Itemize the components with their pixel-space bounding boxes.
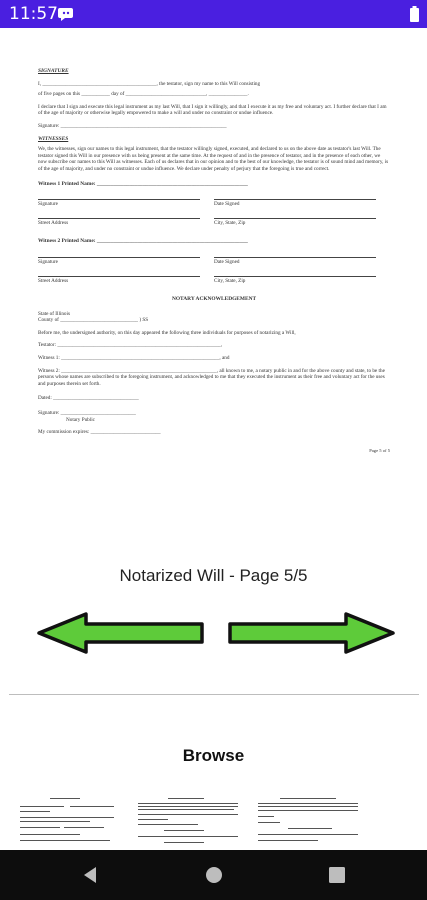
dated-line: Dated: _________________________________ xyxy=(38,395,139,402)
notary-heading: NOTARY ACKNOWLEDGEMENT xyxy=(171,296,257,303)
witness2-city-label: City, State, Zip xyxy=(214,277,246,284)
witness1-date-label: Date Signed xyxy=(214,201,240,208)
before-me-text: Before me, the undersigned authority, on this day appeared the following three individuals for purposes of notarizing a Will, xyxy=(38,329,296,336)
notification-icon xyxy=(58,7,74,21)
witness1-city-label: City, State, Zip xyxy=(214,219,246,226)
witness1-street-label: Street Address xyxy=(38,219,69,226)
witness2-street-label: Street Address xyxy=(38,277,69,284)
county-line: County of ______________________________ xyxy=(38,317,139,324)
status-bar xyxy=(0,0,427,28)
browse-thumbnails xyxy=(0,794,427,850)
thumbnail-page[interactable] xyxy=(14,794,122,850)
nav-recents-icon[interactable] xyxy=(326,864,348,886)
witness2-date-label: Date Signed xyxy=(214,258,240,265)
thumbnail-page[interactable] xyxy=(254,794,362,850)
commission-line: My commission expires: ___________________________ xyxy=(38,429,161,436)
ss-mark: ) SS xyxy=(139,317,149,324)
page-caption: Notarized Will - Page 5/5 xyxy=(119,566,308,585)
witness1-signature-row xyxy=(38,199,390,208)
signature-line-1: I, ____________________________________________, the testator, sign my name to this Will consisting xyxy=(38,80,261,87)
declaration-text: I declare that I sign and execute this legal instrument as my last Will, that I sign it willingly, and that I execute it as my free and voluntary act. I further declare that I am of the age of majority or otherwise legally empowered to make a will and under no constraint or undue influence. xyxy=(38,103,387,117)
battery-icon xyxy=(410,6,419,22)
state-line: State of Illinois xyxy=(38,310,70,317)
witnesses-text: We, the witnesses, sign our names to this legal instrument, that the testator willingly signed, executed, and declared to us on the above date as testator's last Will. The testator signed this Will in our presence with us being present at the same time. At the request of and in the presence of testator, and in the presence of each other, we now subscribe our names to this Will as witnesses. Each of us declares that in our opinion and to the best of our knowledge, the testator is of sound mind and memory, is of the age of majority, and under no constraint or undue influence. We declare under penalty of perjury that the foregoing is true and correct. xyxy=(38,146,389,172)
witness1-signature-label: Signature xyxy=(38,201,58,208)
status-time: 11:57 xyxy=(9,4,58,24)
witness2-printed-name: Witness 2 Printed Name: ________________________________________________________ xyxy=(38,238,248,245)
witnesses-heading: WITNESSES xyxy=(38,135,69,142)
witness2-signature-label: Signature xyxy=(38,258,58,265)
witness2-signature-row xyxy=(38,257,390,266)
nav-back-icon[interactable] xyxy=(80,864,102,886)
notary-public-label: Notary Public xyxy=(66,416,95,423)
divider xyxy=(9,694,419,695)
nav-home-icon[interactable] xyxy=(203,864,225,886)
witness1-address-row xyxy=(38,218,390,227)
document-page xyxy=(0,28,427,548)
notary-signature-line: Signature: _____________________________ xyxy=(38,410,136,417)
signature-label: Signature: ________________________________________________________________ xyxy=(38,122,227,129)
page-number: Page 5 of 5 xyxy=(369,447,390,453)
will-document xyxy=(38,68,390,454)
testator-line: Testator: _______________________________________________________________, xyxy=(38,342,223,349)
witness1-line: Witness 1: _____________________________________________________________, and xyxy=(38,355,230,362)
witness2-address-row xyxy=(38,276,390,285)
witness1-printed-name: Witness 1 Printed Name: ________________________________________________________ xyxy=(38,180,248,187)
browse-title: Browse xyxy=(182,746,245,765)
witness2-line: Witness 2: ____________________________________________________________, all known to me, a notary public in and for the above county and state, to be the persons whose names are subscribed to the foregoing instrument, and acknowledged to me that they executed the instrument as their free and voluntary act for the uses and purposes therein set forth. xyxy=(38,367,385,387)
right-arrow-icon[interactable] xyxy=(226,612,396,654)
system-nav-bar xyxy=(0,850,427,900)
left-arrow-icon[interactable] xyxy=(36,612,206,654)
thumbnail-page[interactable] xyxy=(134,794,242,850)
signature-line-2: of five pages on this ___________ day of _______________________________, _______________. xyxy=(38,91,249,98)
signature-heading: SIGNATURE xyxy=(38,68,69,74)
